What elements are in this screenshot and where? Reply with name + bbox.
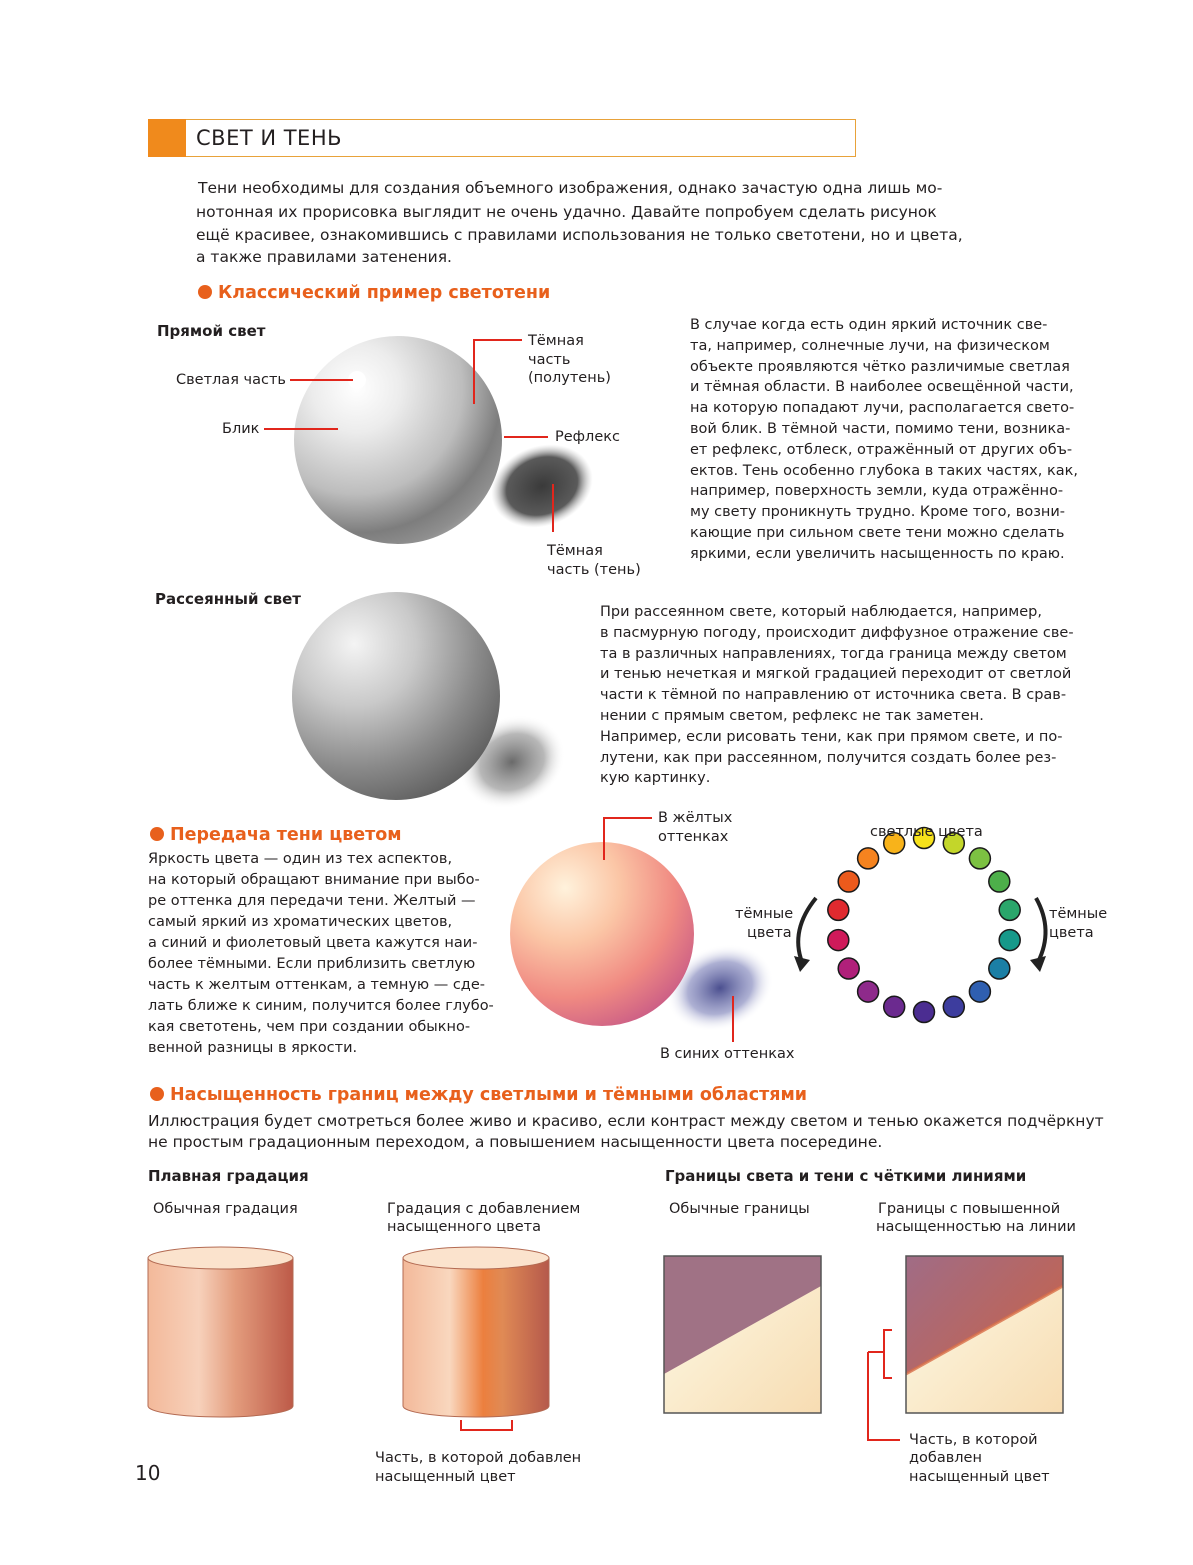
paragraph-line: объекте проявляются чётко различимые светлая bbox=[690, 358, 1070, 375]
label-shadow: Тёмная bbox=[547, 543, 603, 559]
paragraph-line: а синий и фиолетовый цвета кажутся наи- bbox=[148, 935, 478, 951]
label-highlight: Блик bbox=[222, 421, 260, 437]
paragraph-line: му свету проникнуть трудно. Кроме того, возни- bbox=[690, 504, 1066, 521]
section-heading-saturation: Насыщенность границ между светлыми и тёмными областями bbox=[150, 1085, 807, 1105]
color-wheel-dot bbox=[828, 899, 849, 920]
label-light-colors: светлые цвета bbox=[870, 824, 983, 840]
saturation-text-line: не простым градационным переходом, а повышением насыщенности цвета посередине. bbox=[148, 1133, 883, 1151]
label-blue-tones: В синих оттенках bbox=[660, 1046, 795, 1062]
label-yellow-tones: В жёлтых bbox=[658, 810, 733, 826]
note-saturated-part: насыщенный цвет bbox=[375, 1469, 516, 1485]
sharp-edges-label: Границы света и тени с чёткими линиями bbox=[665, 1167, 1027, 1185]
bullet-dot-icon bbox=[150, 827, 164, 841]
paragraph-line: Яркость цвета — один из тех аспектов, bbox=[148, 851, 453, 867]
note-saturated-part: Часть, в которой добавлен bbox=[375, 1450, 582, 1466]
label-dark-part: (полутень) bbox=[528, 370, 611, 386]
callout-bracket-square bbox=[868, 1330, 900, 1440]
intro-line: ещё красивее, ознакомившись с правилами использования не только светотени, но и цвета, bbox=[196, 226, 963, 244]
color-wheel-dot bbox=[969, 848, 990, 869]
direct-light-label: Прямой свет bbox=[157, 322, 266, 340]
label-dark-part: часть bbox=[528, 352, 571, 368]
note-saturated-edge: Часть, в которой bbox=[909, 1432, 1038, 1448]
paragraph-line: лутени, как при рассеянном, получится создать более рез- bbox=[600, 749, 1057, 766]
paragraph-line: При рассеянном свете, который наблюдается, например, bbox=[600, 604, 1042, 620]
paragraph-line: часть к желтым оттенкам, а темную — сде- bbox=[148, 977, 485, 993]
paragraph-line: более тёмными. Если приблизить светлую bbox=[148, 956, 476, 972]
diffuse-light-label: Рассеянный свет bbox=[155, 590, 301, 608]
paragraph-line: вой блик. В тёмной части, помимо тени, возника- bbox=[690, 421, 1071, 437]
label-saturated-edges: Границы с повышенной bbox=[878, 1201, 1061, 1217]
color-wheel-dot bbox=[858, 981, 879, 1002]
cylinder-normal-gradient bbox=[148, 1247, 293, 1417]
label-normal-gradation: Обычная градация bbox=[153, 1201, 298, 1217]
label-normal-edges: Обычные границы bbox=[669, 1201, 810, 1217]
smooth-gradation-label: Плавная градация bbox=[148, 1167, 309, 1185]
color-wheel-dot bbox=[943, 996, 964, 1017]
saturation-text-line: Иллюстрация будет смотреться более живо и красиво, если контраст между светом и тенью окажется подчёркнут bbox=[148, 1112, 1104, 1130]
note-saturated-edge: насыщенный цвет bbox=[909, 1469, 1050, 1485]
color-wheel-dot bbox=[989, 958, 1010, 979]
color-wheel-dot bbox=[884, 996, 905, 1017]
paragraph-line: в пасмурную погоду, происходит диффузное отражение све- bbox=[600, 624, 1074, 641]
label-shadow: часть (тень) bbox=[547, 562, 641, 578]
sphere-diffuse-light bbox=[292, 592, 500, 800]
paragraph-line: ектов. Тень особенно глубока в таких частях, как, bbox=[690, 462, 1078, 479]
label-saturated-edges: насыщенностью на линии bbox=[876, 1219, 1076, 1235]
paragraph-line: та в различных направлениях, тогда граница между светом bbox=[600, 645, 1067, 662]
paragraph-line: кую картинку. bbox=[600, 770, 711, 787]
paragraph-line: нении с прямым светом, рефлекс не так заметен. bbox=[600, 708, 984, 724]
color-wheel-dot bbox=[838, 871, 859, 892]
label-dark-colors-left: тёмные bbox=[735, 906, 794, 922]
square-normal-edge bbox=[664, 1256, 821, 1413]
sphere-colored-shadow bbox=[510, 842, 694, 1026]
arrow-head-left-icon bbox=[794, 956, 810, 972]
label-dark-part: Тёмная bbox=[528, 333, 584, 349]
paragraph-line: яркими, если увеличить насыщенность по краю. bbox=[690, 545, 1065, 562]
paragraph-line: та, например, солнечные лучи, на физическом bbox=[690, 337, 1050, 354]
page-title: СВЕТ И ТЕНЬ bbox=[196, 126, 343, 150]
color-wheel-dot bbox=[838, 958, 859, 979]
sphere-direct-light bbox=[294, 336, 502, 544]
section-heading-chiaroscuro: Классический пример светотени bbox=[198, 283, 550, 303]
paragraph-line: кая светотень, чем при создании обыкно- bbox=[148, 1019, 471, 1035]
square-saturated-edge bbox=[906, 1256, 1063, 1413]
page-number: 10 bbox=[135, 1461, 161, 1485]
intro-line: а также правилами затенения. bbox=[196, 248, 452, 266]
label-dark-colors-right: тёмные bbox=[1049, 906, 1108, 922]
paragraph-line: ет рефлекс, отблеск, отражённый от других объ- bbox=[690, 441, 1073, 458]
paragraph-line: венной разницы в яркости. bbox=[148, 1040, 358, 1056]
arrow-head-right-icon bbox=[1030, 956, 1046, 972]
paragraph-line: В случае когда есть один яркий источник све- bbox=[690, 317, 1048, 333]
paragraph-line: ре оттенка для передачи тени. Желтый — bbox=[148, 893, 476, 909]
paragraph-line: и тёмная области. В наиболее освещённой части, bbox=[690, 379, 1074, 396]
paragraph-line: лать ближе к синим, получится более глубо- bbox=[148, 998, 494, 1014]
bullet-dot-icon bbox=[150, 1087, 164, 1101]
color-wheel-dot bbox=[999, 930, 1020, 951]
color-wheel-dot bbox=[969, 981, 990, 1002]
intro-line: Тени необходимы для создания объемного изображения, однако зачастую одна лишь мо- bbox=[198, 179, 943, 197]
label-yellow-tones: оттенках bbox=[658, 829, 729, 845]
label-reflex: Рефлекс bbox=[555, 429, 620, 445]
paragraph-line: части к тёмной по направлению от источника света. В срав- bbox=[600, 687, 1067, 704]
color-wheel bbox=[828, 828, 1020, 1023]
paragraph-line: самый яркий из хроматических цветов, bbox=[148, 914, 453, 930]
paragraph-line: например, поверхность земли, куда отражённо- bbox=[690, 483, 1064, 500]
intro-line: нотонная их прорисовка выглядит не очень удачно. Давайте попробуем сделать рисунок bbox=[196, 203, 937, 221]
paragraph-line: кающие при сильном свете тени можно сделать bbox=[690, 525, 1065, 541]
cylinder-saturated-gradient bbox=[403, 1247, 549, 1417]
color-wheel-dot bbox=[989, 871, 1010, 892]
section-heading-color-shadow: Передача тени цветом bbox=[150, 825, 402, 845]
color-wheel-dot bbox=[828, 930, 849, 951]
label-dark-colors-right: цвета bbox=[1049, 925, 1094, 941]
callout-bracket-cylinder bbox=[461, 1420, 512, 1430]
paragraph-line: на которую попадают лучи, располагается свето- bbox=[690, 400, 1075, 417]
label-saturated-gradation: Градация с добавлением bbox=[387, 1201, 581, 1217]
color-wheel-dot bbox=[914, 1002, 935, 1023]
label-light-part: Светлая часть bbox=[176, 372, 286, 388]
color-wheel-dot bbox=[999, 899, 1020, 920]
label-dark-colors-left: цвета bbox=[747, 925, 792, 941]
paragraph-line: и тенью нечеткая и мягкой градацией переходит от светлой bbox=[600, 666, 1072, 683]
paragraph-line: на который обращают внимание при выбо- bbox=[148, 872, 480, 888]
label-saturated-gradation: насыщенного цвета bbox=[387, 1219, 541, 1235]
color-wheel-dot bbox=[858, 848, 879, 869]
paragraph-line: Например, если рисовать тени, как при прямом свете, и по- bbox=[600, 728, 1063, 745]
note-saturated-edge: добавлен bbox=[909, 1450, 982, 1466]
